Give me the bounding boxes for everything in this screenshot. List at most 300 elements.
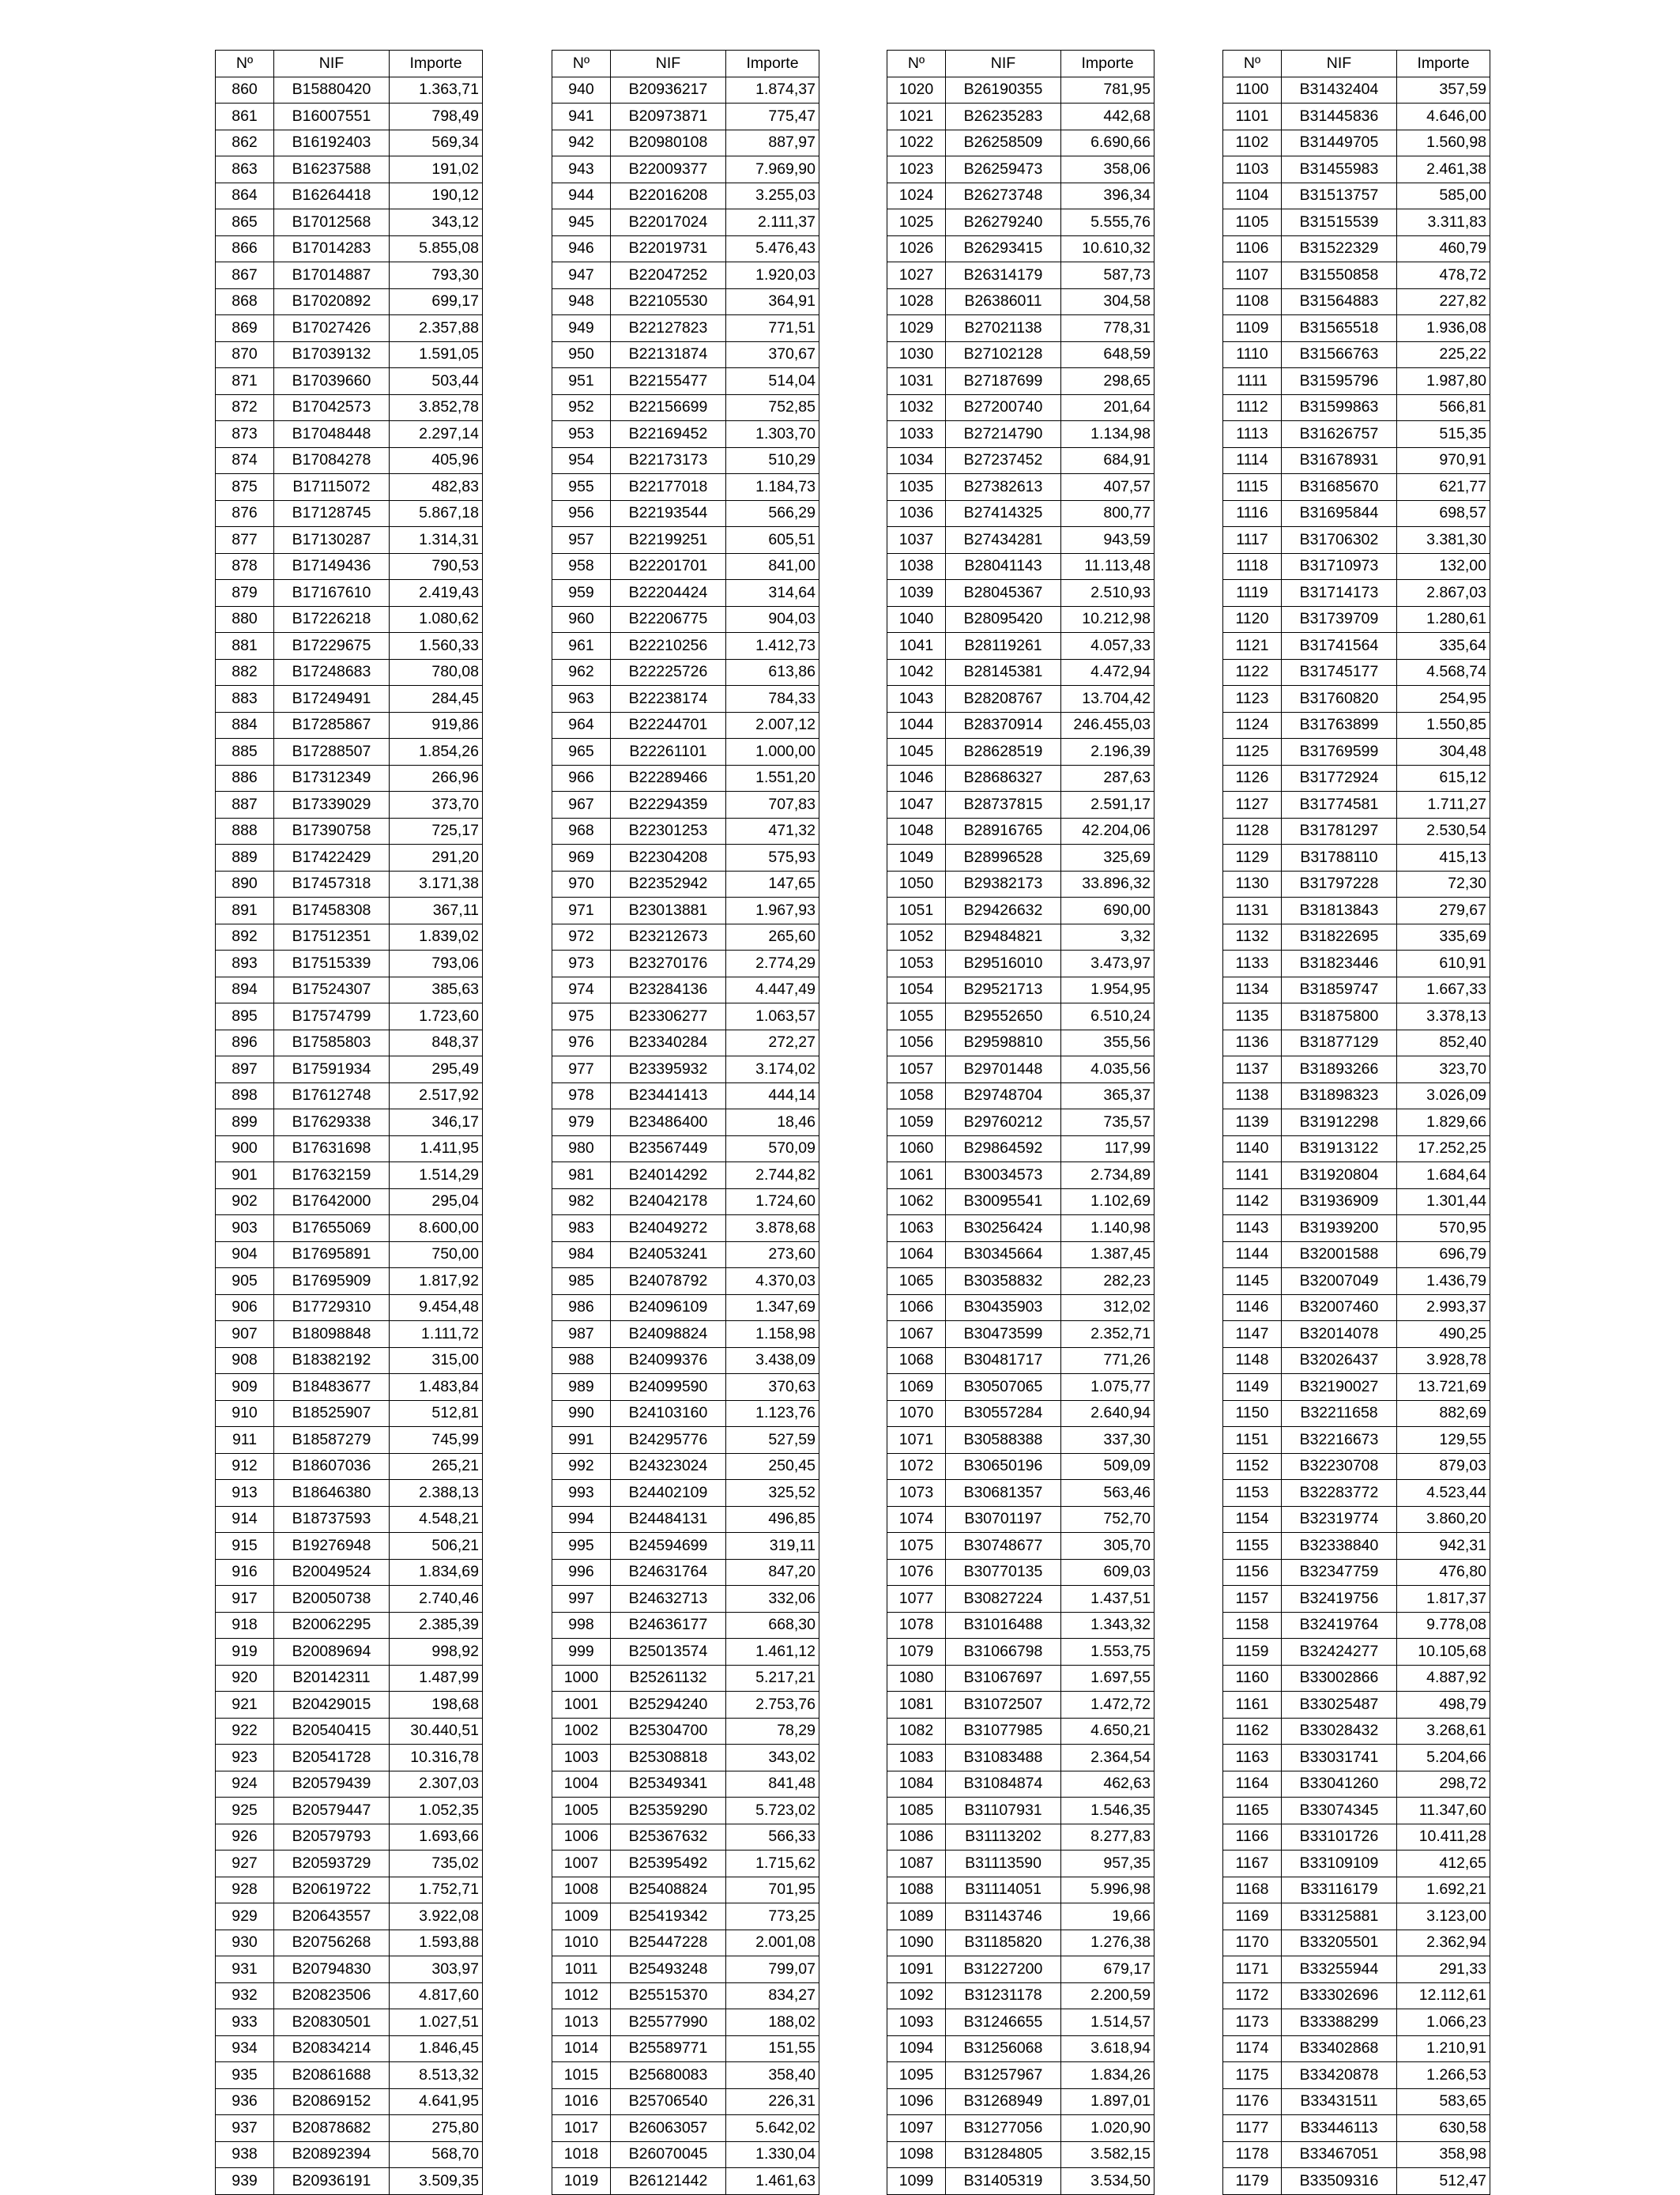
row-number: 1110 [1223, 341, 1282, 368]
row-number: 1175 [1223, 2062, 1282, 2089]
table-row [1223, 659, 1490, 686]
table-row [1223, 1347, 1490, 1374]
row-number: 997 [552, 1586, 611, 1613]
table-row [552, 1188, 819, 1215]
row-nif: B31745177 [1282, 659, 1397, 686]
row-number: 958 [552, 553, 611, 580]
row-nif: B26190355 [946, 77, 1061, 104]
row-importe: 583,65 [1397, 2088, 1490, 2115]
table-row [552, 288, 819, 315]
row-importe: 1.591,05 [390, 341, 483, 368]
row-nif: B22244701 [611, 712, 726, 739]
table-row [1223, 1003, 1490, 1030]
table-row [216, 818, 483, 845]
table-row [1223, 1930, 1490, 1956]
row-importe: 265,60 [726, 924, 819, 951]
table-row [1223, 977, 1490, 1003]
row-number: 876 [216, 500, 274, 527]
row-importe: 4.650,21 [1061, 1718, 1155, 1745]
table-body [216, 77, 483, 2194]
row-importe: 357,59 [1397, 77, 1490, 104]
row-nif: B17128745 [274, 500, 390, 527]
row-importe: 246.455,03 [1061, 712, 1155, 739]
table-row [1223, 1771, 1490, 1798]
row-importe: 998,92 [390, 1639, 483, 1666]
row-number: 868 [216, 288, 274, 315]
table-row [216, 2035, 483, 2062]
row-importe: 1.560,98 [1397, 130, 1490, 156]
table-row [887, 235, 1155, 262]
table-row [887, 871, 1155, 898]
row-nif: B24632713 [611, 1586, 726, 1613]
row-nif: B23486400 [611, 1109, 726, 1136]
row-number: 998 [552, 1612, 611, 1639]
row-importe: 1.724,60 [726, 1188, 819, 1215]
row-importe: 1.063,57 [726, 1003, 819, 1030]
row-number: 924 [216, 1771, 274, 1798]
row-number: 1166 [1223, 1824, 1282, 1851]
table-row [1223, 1824, 1490, 1851]
row-nif: B30588388 [946, 1427, 1061, 1454]
row-importe: 1.593,88 [390, 1930, 483, 1956]
row-number: 1006 [552, 1824, 611, 1851]
row-nif: B31823446 [1282, 951, 1397, 977]
row-number: 947 [552, 262, 611, 289]
row-importe: 1.080,62 [390, 606, 483, 633]
table-row [216, 951, 483, 977]
row-number: 871 [216, 368, 274, 395]
row-nif: B24096109 [611, 1294, 726, 1321]
table-row [216, 1771, 483, 1798]
row-nif: B16192403 [274, 130, 390, 156]
row-importe: 78,29 [726, 1718, 819, 1745]
table-row [1223, 1982, 1490, 2009]
row-number: 936 [216, 2088, 274, 2115]
row-importe: 771,26 [1061, 1347, 1155, 1374]
row-nif: B25447228 [611, 1930, 726, 1956]
table-row [216, 262, 483, 289]
row-number: 1066 [887, 1294, 946, 1321]
row-nif: B18098848 [274, 1321, 390, 1348]
row-importe: 191,02 [390, 156, 483, 183]
row-nif: B26279240 [946, 209, 1061, 236]
row-importe: 512,81 [390, 1400, 483, 1427]
row-nif: B32211658 [1282, 1400, 1397, 1427]
table-row [552, 845, 819, 872]
table-row [552, 341, 819, 368]
row-nif: B20756268 [274, 1930, 390, 1956]
row-importe: 841,00 [726, 553, 819, 580]
row-importe: 1.075,77 [1061, 1374, 1155, 1401]
row-nif: B32190027 [1282, 1374, 1397, 1401]
table-row [887, 1480, 1155, 1507]
row-nif: B25493248 [611, 1956, 726, 1983]
row-importe: 3.311,83 [1397, 209, 1490, 236]
row-nif: B17515339 [274, 951, 390, 977]
row-number: 878 [216, 553, 274, 580]
row-importe: 373,70 [390, 792, 483, 819]
row-importe: 358,40 [726, 2062, 819, 2089]
table-row [552, 1930, 819, 1956]
row-importe: 3.378,13 [1397, 1003, 1490, 1030]
row-number: 930 [216, 1930, 274, 1956]
row-number: 1070 [887, 1400, 946, 1427]
row-number: 1150 [1223, 1400, 1282, 1427]
row-number: 887 [216, 792, 274, 819]
table-body [887, 77, 1155, 2194]
row-importe: 1.514,57 [1061, 2009, 1155, 2036]
row-number: 1109 [1223, 315, 1282, 342]
row-number: 986 [552, 1294, 611, 1321]
row-number: 879 [216, 580, 274, 607]
row-number: 995 [552, 1533, 611, 1560]
row-nif: B17039660 [274, 368, 390, 395]
row-number: 928 [216, 1877, 274, 1903]
row-importe: 587,73 [1061, 262, 1155, 289]
row-importe: 2.461,38 [1397, 156, 1490, 183]
table-row [887, 1903, 1155, 1930]
row-nif: B24402109 [611, 1480, 726, 1507]
row-nif: B23013881 [611, 898, 726, 924]
row-number: 1048 [887, 818, 946, 845]
row-number: 1098 [887, 2141, 946, 2168]
table-row [552, 1453, 819, 1480]
row-nif: B26386011 [946, 288, 1061, 315]
row-importe: 325,69 [1061, 845, 1155, 872]
row-importe: 1.514,29 [390, 1162, 483, 1189]
row-nif: B31565518 [1282, 315, 1397, 342]
row-nif: B27214790 [946, 421, 1061, 448]
row-nif: B20878682 [274, 2115, 390, 2142]
row-importe: 793,06 [390, 951, 483, 977]
row-importe: 291,33 [1397, 1956, 1490, 1983]
row-importe: 1.692,21 [1397, 1877, 1490, 1903]
table-row [216, 1692, 483, 1719]
row-number: 906 [216, 1294, 274, 1321]
row-nif: B31710973 [1282, 553, 1397, 580]
row-nif: B33125881 [1282, 1903, 1397, 1930]
table-row [552, 2009, 819, 2036]
row-importe: 3.860,20 [1397, 1506, 1490, 1533]
table-row [216, 739, 483, 766]
row-importe: 566,81 [1397, 394, 1490, 421]
row-nif: B25308818 [611, 1745, 726, 1771]
row-importe: 358,06 [1061, 156, 1155, 183]
row-nif: B32424277 [1282, 1639, 1397, 1666]
table-row [552, 1427, 819, 1454]
row-nif: B17390758 [274, 818, 390, 845]
table-row [887, 977, 1155, 1003]
row-number: 904 [216, 1241, 274, 1268]
row-importe: 478,72 [1397, 262, 1490, 289]
row-nif: B17458308 [274, 898, 390, 924]
table-row [887, 659, 1155, 686]
row-number: 1063 [887, 1215, 946, 1242]
row-importe: 405,96 [390, 447, 483, 474]
row-number: 939 [216, 2168, 274, 2195]
row-nif: B17655069 [274, 1215, 390, 1242]
table-row [216, 1612, 483, 1639]
table-row [887, 156, 1155, 183]
row-importe: 773,25 [726, 1903, 819, 1930]
row-nif: B31772924 [1282, 765, 1397, 792]
row-number: 970 [552, 871, 611, 898]
row-importe: 1.817,37 [1397, 1586, 1490, 1613]
row-nif: B17027426 [274, 315, 390, 342]
row-nif: B17695909 [274, 1268, 390, 1295]
row-nif: B17729310 [274, 1294, 390, 1321]
table-row [887, 553, 1155, 580]
row-nif: B17339029 [274, 792, 390, 819]
row-nif: B33467051 [1282, 2141, 1397, 2168]
table-row [887, 1188, 1155, 1215]
table-row [887, 1082, 1155, 1109]
column-header-importe: Importe [1397, 51, 1490, 77]
row-importe: 781,95 [1061, 77, 1155, 104]
row-nif: B31077985 [946, 1718, 1061, 1745]
row-importe: 1.461,63 [726, 2168, 819, 2195]
nif-table-1 [215, 50, 483, 2195]
row-importe: 847,20 [726, 1559, 819, 1586]
row-importe: 19,66 [1061, 1903, 1155, 1930]
row-importe: 514,04 [726, 368, 819, 395]
row-number: 1105 [1223, 209, 1282, 236]
row-importe: 725,17 [390, 818, 483, 845]
row-importe: 3.174,02 [726, 1056, 819, 1083]
row-importe: 752,85 [726, 394, 819, 421]
row-importe: 319,11 [726, 1533, 819, 1560]
row-number: 915 [216, 1533, 274, 1560]
table-row [1223, 2141, 1490, 2168]
row-number: 1152 [1223, 1453, 1282, 1480]
row-importe: 1.123,76 [726, 1400, 819, 1427]
row-importe: 1.158,98 [726, 1321, 819, 1348]
row-importe: 298,72 [1397, 1771, 1490, 1798]
row-importe: 1.723,60 [390, 1003, 483, 1030]
row-nif: B33509316 [1282, 2168, 1397, 2195]
table-row [887, 1824, 1155, 1851]
row-number: 1074 [887, 1506, 946, 1533]
row-number: 914 [216, 1506, 274, 1533]
row-nif: B31913122 [1282, 1135, 1397, 1162]
row-number: 1173 [1223, 2009, 1282, 2036]
row-number: 972 [552, 924, 611, 951]
table-row [552, 1771, 819, 1798]
row-nif: B31257967 [946, 2062, 1061, 2089]
table-row [887, 1109, 1155, 1136]
table-row [1223, 845, 1490, 872]
row-importe: 696,79 [1397, 1241, 1490, 1268]
table-row [887, 898, 1155, 924]
row-importe: 295,49 [390, 1056, 483, 1083]
row-nif: B20973871 [611, 104, 726, 130]
row-nif: B28208767 [946, 686, 1061, 713]
row-number: 1051 [887, 898, 946, 924]
table-row [887, 2088, 1155, 2115]
table-row [552, 500, 819, 527]
row-importe: 129,55 [1397, 1427, 1490, 1454]
row-nif: B29552650 [946, 1003, 1061, 1030]
table-row [887, 130, 1155, 156]
row-nif: B31113590 [946, 1851, 1061, 1877]
table-row [216, 1294, 483, 1321]
table-row [887, 500, 1155, 527]
row-importe: 684,91 [1061, 447, 1155, 474]
row-importe: 1.472,72 [1061, 1692, 1155, 1719]
row-importe: 198,68 [390, 1692, 483, 1719]
row-importe: 254,95 [1397, 686, 1490, 713]
row-importe: 8.513,32 [390, 2062, 483, 2089]
row-number: 872 [216, 394, 274, 421]
row-number: 991 [552, 1427, 611, 1454]
row-importe: 848,37 [390, 1030, 483, 1056]
row-importe: 1.266,53 [1397, 2062, 1490, 2089]
row-number: 1013 [552, 2009, 611, 2036]
header-row [1223, 51, 1490, 77]
row-number: 1177 [1223, 2115, 1282, 2142]
row-nif: B33431511 [1282, 2088, 1397, 2115]
row-importe: 1.546,35 [1061, 1798, 1155, 1824]
row-nif: B17115072 [274, 474, 390, 501]
table-row [216, 447, 483, 474]
row-importe: 1.550,85 [1397, 712, 1490, 739]
row-number: 1142 [1223, 1188, 1282, 1215]
row-number: 1158 [1223, 1612, 1282, 1639]
row-nif: B26063057 [611, 2115, 726, 2142]
table-row [552, 183, 819, 209]
row-importe: 919,86 [390, 712, 483, 739]
table-row [1223, 1030, 1490, 1056]
table-row [887, 1347, 1155, 1374]
row-nif: B31678931 [1282, 447, 1397, 474]
row-number: 1060 [887, 1135, 946, 1162]
table-row [552, 1241, 819, 1268]
table-row [216, 1241, 483, 1268]
table-row [887, 1056, 1155, 1083]
row-importe: 412,65 [1397, 1851, 1490, 1877]
table-row [552, 1347, 819, 1374]
table-row [216, 1427, 483, 1454]
row-importe: 735,02 [390, 1851, 483, 1877]
table-row [1223, 1718, 1490, 1745]
nif-table-4 [1222, 50, 1490, 2195]
row-nif: B31875800 [1282, 1003, 1397, 1030]
table-row [1223, 739, 1490, 766]
table-row [552, 606, 819, 633]
row-number: 1121 [1223, 633, 1282, 660]
row-number: 1083 [887, 1745, 946, 1771]
table-row [552, 1506, 819, 1533]
row-number: 1174 [1223, 2035, 1282, 2062]
table-row [552, 1162, 819, 1189]
row-importe: 1.330,04 [726, 2141, 819, 2168]
row-nif: B31227200 [946, 1956, 1061, 1983]
table-row [1223, 1612, 1490, 1639]
row-importe: 1.020,90 [1061, 2115, 1155, 2142]
row-importe: 42.204,06 [1061, 818, 1155, 845]
row-importe: 2.517,92 [390, 1082, 483, 1109]
row-importe: 4.817,60 [390, 1982, 483, 2009]
row-number: 892 [216, 924, 274, 951]
row-number: 953 [552, 421, 611, 448]
row-importe: 2.510,93 [1061, 580, 1155, 607]
row-number: 1113 [1223, 421, 1282, 448]
row-nif: B31920804 [1282, 1162, 1397, 1189]
row-number: 889 [216, 845, 274, 872]
row-number: 1122 [1223, 659, 1282, 686]
row-number: 1082 [887, 1718, 946, 1745]
row-nif: B22155477 [611, 368, 726, 395]
row-importe: 30.440,51 [390, 1718, 483, 1745]
row-importe: 775,47 [726, 104, 819, 130]
table-row [1223, 1056, 1490, 1083]
table-row [552, 1745, 819, 1771]
row-number: 971 [552, 898, 611, 924]
table-row [216, 871, 483, 898]
table-row [216, 1453, 483, 1480]
row-number: 1164 [1223, 1771, 1282, 1798]
row-importe: 784,33 [726, 686, 819, 713]
table-row [216, 1851, 483, 1877]
row-number: 1034 [887, 447, 946, 474]
row-number: 1172 [1223, 1982, 1282, 2009]
row-nif: B33041260 [1282, 1771, 1397, 1798]
row-nif: B17167610 [274, 580, 390, 607]
table-row [887, 580, 1155, 607]
row-nif: B33002866 [1282, 1665, 1397, 1692]
row-number: 1090 [887, 1930, 946, 1956]
row-importe: 490,25 [1397, 1321, 1490, 1348]
row-importe: 1.387,45 [1061, 1241, 1155, 1268]
row-importe: 1.752,71 [390, 1877, 483, 1903]
row-importe: 7.969,90 [726, 156, 819, 183]
table-row [887, 447, 1155, 474]
row-nif: B30435903 [946, 1294, 1061, 1321]
row-importe: 1.102,69 [1061, 1188, 1155, 1215]
row-number: 992 [552, 1453, 611, 1480]
row-nif: B31595796 [1282, 368, 1397, 395]
table-row [887, 1771, 1155, 1798]
row-nif: B17591934 [274, 1056, 390, 1083]
table-row [1223, 1427, 1490, 1454]
row-number: 1108 [1223, 288, 1282, 315]
row-number: 950 [552, 341, 611, 368]
table-row [552, 1982, 819, 2009]
table-row [887, 1506, 1155, 1533]
row-nif: B17629338 [274, 1109, 390, 1136]
table-row [1223, 2035, 1490, 2062]
row-number: 981 [552, 1162, 611, 1189]
row-nif: B31114051 [946, 1877, 1061, 1903]
row-importe: 575,93 [726, 845, 819, 872]
table-row [552, 235, 819, 262]
row-number: 1141 [1223, 1162, 1282, 1189]
table-row [216, 1903, 483, 1930]
row-number: 913 [216, 1480, 274, 1507]
row-importe: 117,99 [1061, 1135, 1155, 1162]
row-number: 1000 [552, 1665, 611, 1692]
row-number: 920 [216, 1665, 274, 1692]
row-importe: 442,68 [1061, 104, 1155, 130]
table-row [887, 792, 1155, 819]
table-row [216, 421, 483, 448]
row-nif: B20541728 [274, 1745, 390, 1771]
row-importe: 780,08 [390, 659, 483, 686]
table-row [552, 77, 819, 104]
row-number: 996 [552, 1559, 611, 1586]
row-nif: B26070045 [611, 2141, 726, 2168]
row-number: 983 [552, 1215, 611, 1242]
